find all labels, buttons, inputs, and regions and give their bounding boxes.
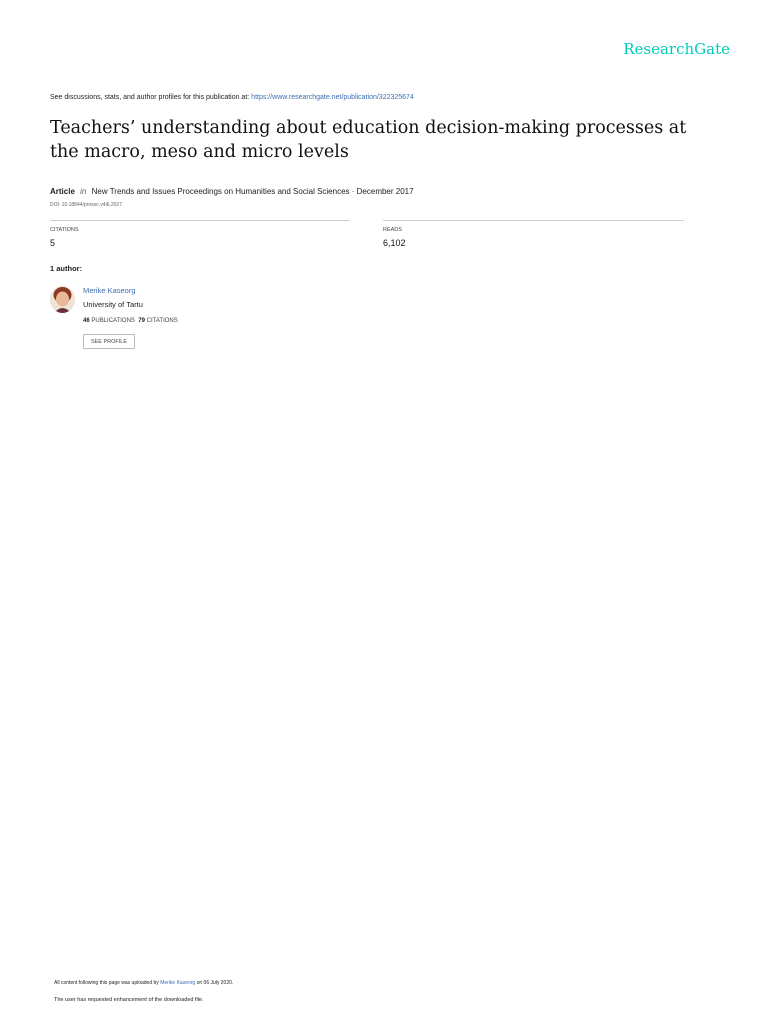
reads-value: 6,102 — [383, 238, 406, 248]
author-institution: University of Tartu — [83, 300, 143, 309]
citations-label: CITATIONS — [50, 227, 79, 233]
discussions-note — [50, 94, 414, 101]
author-avatar[interactable] — [50, 286, 75, 313]
upload-prefix: All content following this page was uploaded by — [54, 980, 161, 986]
publication-in-word: in — [80, 187, 87, 196]
citations-divider — [50, 220, 350, 221]
author-citations-count: 79 — [138, 318, 145, 324]
publication-type: Article — [50, 187, 75, 196]
author-publications-count: 46 — [83, 318, 90, 324]
reads-divider — [383, 220, 684, 221]
researchgate-logo[interactable]: ResearchGate — [623, 40, 730, 58]
authors-heading: 1 author: — [50, 264, 83, 273]
see-profile-button[interactable]: SEE PROFILE — [83, 334, 135, 349]
author-photo — [50, 286, 75, 313]
publication-venue: New Trends and Issues Proceedings on Humanities and Social Sciences · December 2017 — [91, 187, 414, 196]
discussions-prefix: See discussions, stats, and author profiles for this publication at: — [50, 94, 252, 101]
publication-doi: DOI: 10.18844/prosoc.v4i6.2027 — [50, 202, 122, 208]
author-name-link[interactable]: Merike Kaseorg — [83, 286, 136, 295]
author-publications-label: PUBLICATIONS — [91, 318, 135, 324]
publication-title: Teachers’ understanding about education decision-making processes at the macro, meso and micro levels — [50, 118, 687, 162]
upload-note — [54, 980, 233, 986]
publication-meta — [50, 187, 414, 196]
author-stats — [83, 318, 178, 324]
uploader-link[interactable]: Merike Kaseorg — [160, 980, 196, 986]
author-citations-label: CITATIONS — [146, 318, 178, 324]
reads-label: READS — [383, 227, 402, 233]
upload-suffix: on 06 July 2020. — [195, 980, 234, 986]
enhancement-note: The user has requested enhancement of the downloaded file. — [54, 997, 204, 1003]
citations-value: 5 — [50, 238, 56, 248]
publication-url-link[interactable]: https://www.researchgate.net/publication/322325674 — [251, 94, 414, 101]
